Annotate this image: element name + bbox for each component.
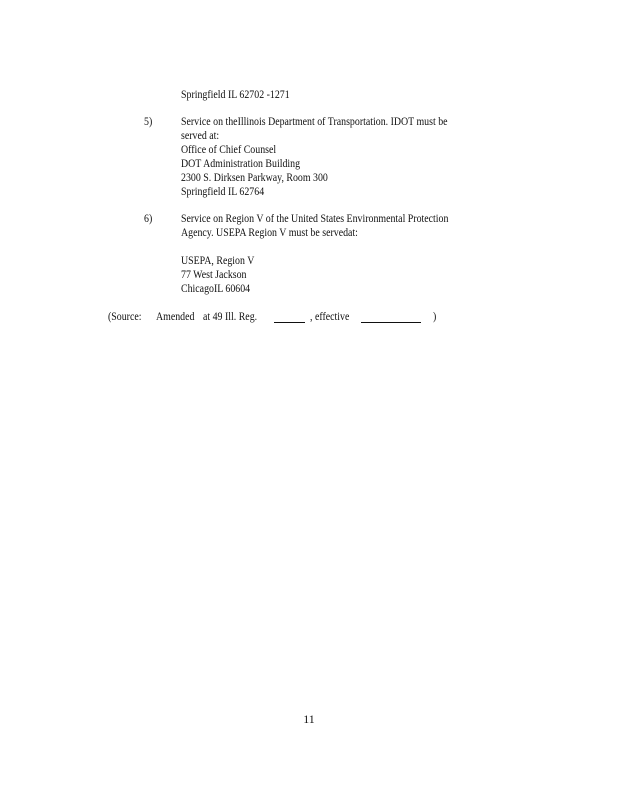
item6-address-line: USEPA, Region V <box>181 255 255 267</box>
register-page-blank <box>274 322 305 323</box>
source-effective: , effective <box>310 311 350 323</box>
address-line-springfield-continued: Springfield IL 62702 -1271 <box>181 89 290 101</box>
source-open: (Source: <box>108 311 142 323</box>
source-register: at 49 Ill. Reg. <box>203 311 258 323</box>
item-number-5: 5) <box>144 116 153 128</box>
item6-address-line: ChicagoIL 60604 <box>181 283 251 295</box>
item-number-6: 6) <box>144 213 153 225</box>
item5-address-line: Springfield IL 62764 <box>181 186 265 198</box>
item6-address-line: 77 West Jackson <box>181 269 247 281</box>
source-amended: Amended <box>156 311 195 323</box>
item5-address-line: DOT Administration Building <box>181 158 301 170</box>
item5-address-line: 2300 S. Dirksen Parkway, Room 300 <box>181 172 328 184</box>
item6-text-line1: Service on Region V of the United States Environmental Protection <box>181 213 449 225</box>
item6-text-line2: Agency. USEPA Region V must be servedat: <box>181 227 358 239</box>
source-close: ) <box>433 311 437 323</box>
item5-text-line1: Service on theIllinois Department of Transportation. IDOT must be <box>181 116 448 128</box>
effective-date-blank <box>361 322 421 323</box>
item5-text-line2: served at: <box>181 130 220 142</box>
page-number: 11 <box>303 712 315 726</box>
item5-address-line: Office of Chief Counsel <box>181 144 277 156</box>
